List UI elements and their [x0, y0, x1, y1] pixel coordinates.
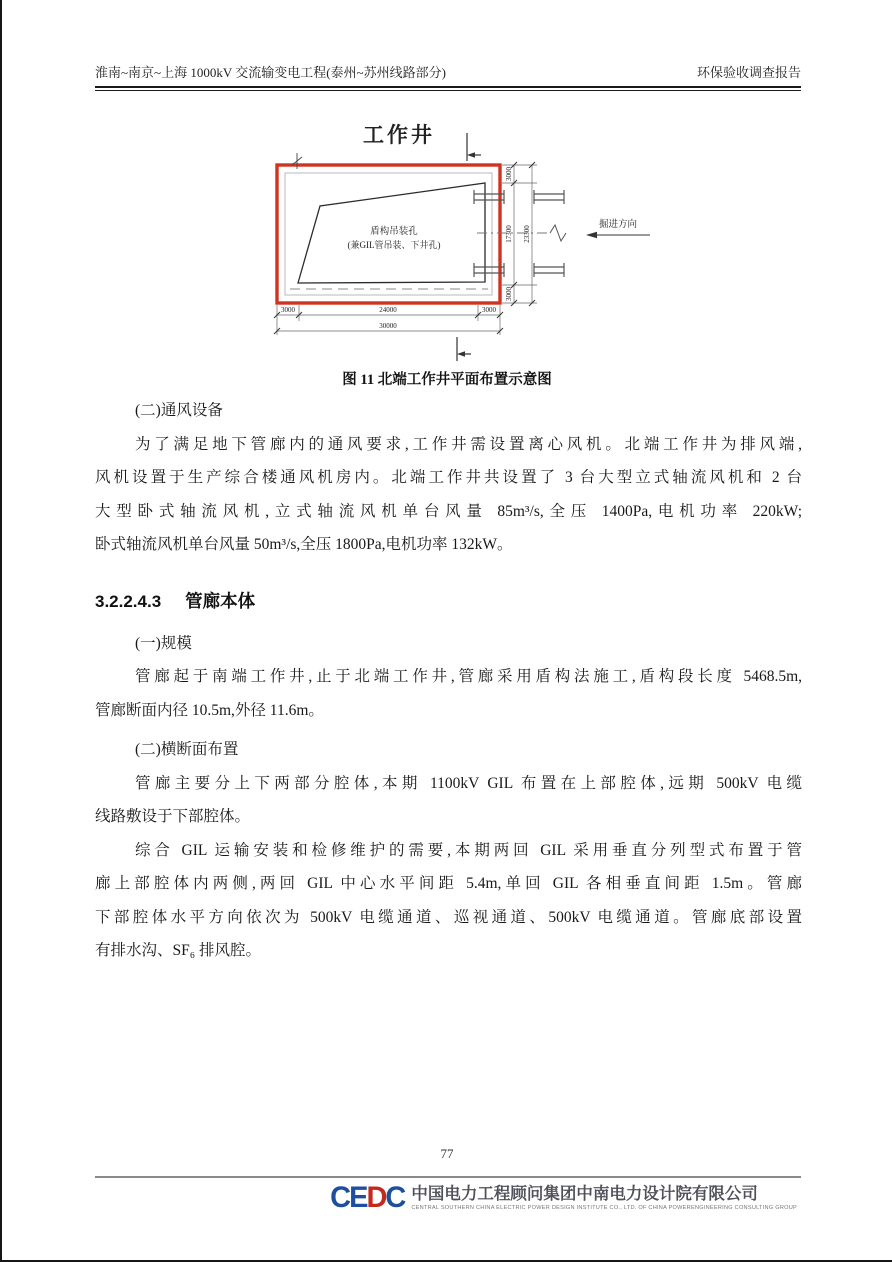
section-number: 3.2.2.4.3 [95, 591, 162, 611]
figure-caption: 图 11 北端工作井平面布置示意图 [342, 372, 552, 388]
paragraph-2-line-2: 管廊断面内径 10.5m,外径 11.6m。 [95, 701, 324, 719]
section-marker-bottom [457, 337, 471, 361]
tunnel-opening-lower [474, 263, 564, 277]
logo-letter-c1: C [330, 1181, 350, 1215]
header-left-title: 淮南~南京~上海 1000kV 交流输变电工程(泰州~苏州线路部分) [95, 65, 446, 80]
page-number: 77 [440, 1146, 454, 1161]
paragraph-1-line-1: 为了满足地下管廊内的通风要求,工作井需设置离心风机。北端工作井为排风端, [135, 435, 802, 453]
paragraph-1-line-4: 卧式轴流风机单台风量 50m³/s,全压 1800Pa,电机功率 132kW。 [95, 536, 513, 553]
header-rule [95, 86, 801, 91]
hoisting-hole-label-2: (兼GIL管吊装、下井孔) [347, 240, 441, 250]
paragraph-4-line-4: 有排水沟、SF₆ 排风腔。 [95, 942, 262, 959]
section-marker-top [467, 133, 481, 161]
paragraph-3-line-2: 线路敷设于下部腔体。 [95, 808, 251, 825]
footer-logo [330, 1183, 797, 1213]
dim-right-bottom: 3000 [505, 287, 513, 301]
section-heading [95, 586, 802, 617]
paragraph-1-line-3: 大型卧式轴流风机,立式轴流风机单台风量 85m³/s,全压 1400Pa,电机功率 220kW; [95, 502, 802, 520]
company-name-en: CENTRAL SOUTHERN CHINA ELECTRIC POWER DESIGN INSTITUTE CO., LTD. OF CHINA POWERENGINEERING CONSULTING GROUP [411, 1205, 797, 1211]
dim-bottom-mid: 24000 [379, 306, 397, 314]
logo-letter-d: D [366, 1181, 386, 1215]
paragraph-4-line-3: 下部腔体水平方向依次为 500kV 电缆通道、巡视通道、500kV 电缆通道。管廊底部设置 [95, 908, 802, 926]
dim-bottom-left: 3000 [281, 306, 295, 314]
footer-rule [95, 1176, 801, 1178]
paragraph-2-line-1: 管廊起于南端工作井,止于北端工作井,管廊采用盾构法施工,盾构段长度 5468.5m, [135, 668, 802, 685]
paragraph-1-line-2: 风机设置于生产综合楼通风机房内。北端工作井共设置了 3 台大型立式轴流风机和 2 台 [95, 469, 802, 486]
paragraph-4-line-1: 综合 GIL 运输安装和检修维护的需要,本期两回 GIL 采用垂直分列型式布置于管 [135, 841, 802, 859]
page-header [95, 62, 801, 81]
direction-label: 掘进方向 [598, 220, 638, 230]
direction-arrow [586, 232, 650, 238]
body-content [95, 394, 802, 968]
header-right-title: 环保验收调查报告 [696, 65, 801, 80]
logo-letter-e: E [349, 1181, 367, 1215]
subheading-cross-section: (二)横断面布置 [135, 741, 239, 758]
subheading-scale: (一)规模 [135, 634, 192, 652]
section-title: 管廊本体 [185, 590, 256, 611]
dim-bottom-right: 3000 [482, 306, 496, 314]
centerline-break [550, 225, 566, 241]
figure-drawing [252, 113, 682, 365]
dim-right-total: 23300 [523, 225, 531, 243]
logo-letter-c2: C [385, 1181, 405, 1215]
shaft-label: 工作井 [363, 123, 435, 147]
dim-right-top: 3000 [505, 167, 513, 181]
dim-bottom-total: 30000 [379, 322, 397, 330]
tunnel-opening-upper [474, 190, 564, 204]
company-name-block [411, 1185, 797, 1211]
dim-right-mid: 17300 [505, 225, 513, 243]
hoisting-hole-label-1: 盾构吊装孔 [370, 227, 418, 237]
subheading-ventilation: (二)通风设备 [135, 402, 223, 419]
company-name-cn: 中国电力工程顾问集团中南电力设计院有限公司 [411, 1185, 758, 1203]
paragraph-3-line-1: 管廊主要分上下两部分腔体,本期 1100kV GIL 布置在上部腔体,远期 500kV 电缆 [135, 774, 802, 792]
cedc-logo-icon [330, 1183, 404, 1214]
paragraph-4-line-2: 廊上部腔体内两侧,两回 GIL 中心水平间距 5.4m,单回 GIL 各相垂直间距 1.5m。管廊 [95, 875, 802, 892]
